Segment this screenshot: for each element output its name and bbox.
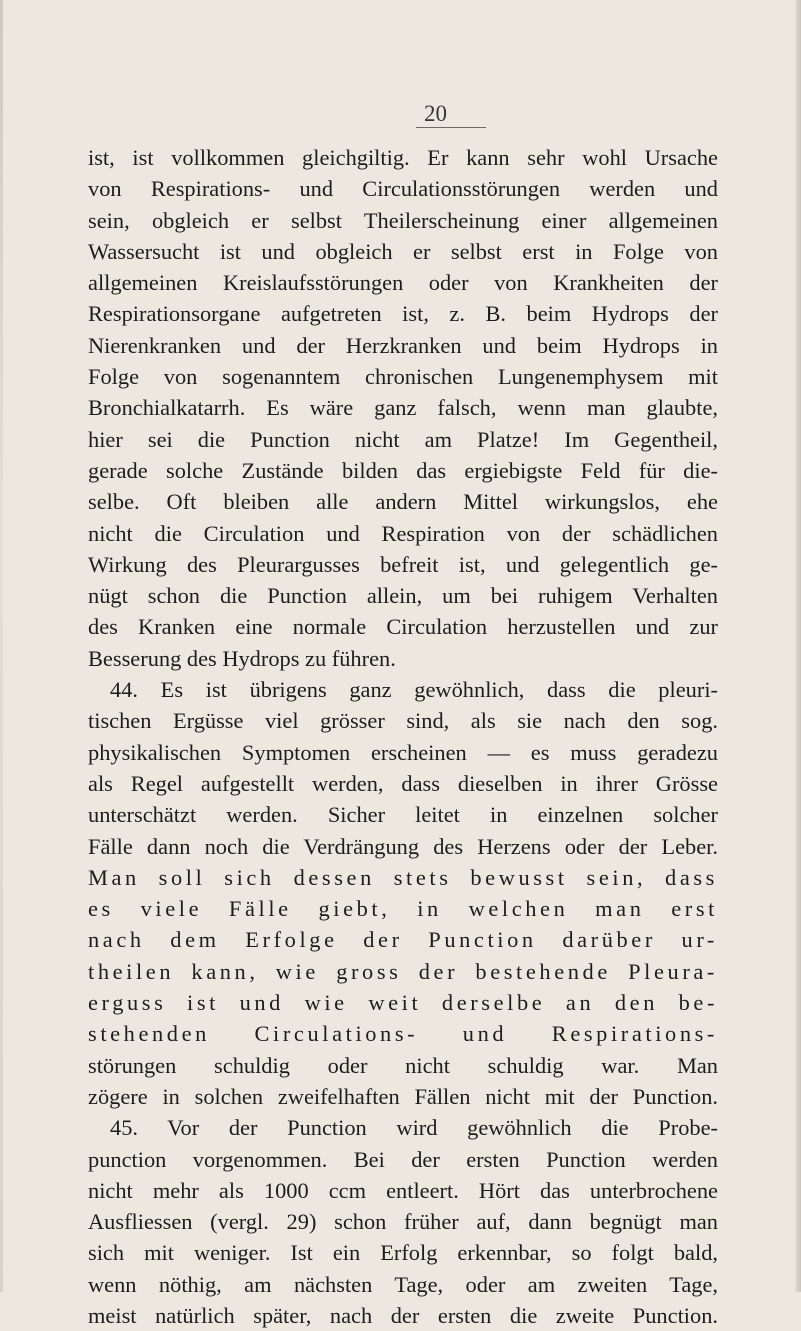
- text-line: meist natürlich später, nach der ersten die zweite Punction.: [88, 1302, 718, 1328]
- text-line: sich mit weniger. Ist ein Erfolg erkennbar, so folgt bald,: [88, 1240, 718, 1266]
- text-line: Man soll sich dessen stets bewusst sein, dass: [88, 864, 718, 890]
- page-number: 20: [424, 101, 447, 126]
- text-line: 45. Vor der Punction wird gewöhnlich die Probe-: [110, 1115, 718, 1141]
- text-line: Ausfliessen (vergl. 29) schon früher auf, dann begnügt man: [88, 1209, 718, 1235]
- text-line: nügt schon die Punction allein, um bei ruhigem Verhalten: [88, 583, 718, 609]
- text-line: Wassersucht ist und obgleich er selbst erst in Folge von: [88, 238, 718, 264]
- text-line: 44. Es ist übrigens ganz gewöhnlich, dass die pleuri-: [110, 677, 718, 703]
- text-line: theilen kann, wie gross der bestehende Pleura-: [88, 958, 718, 984]
- body-text: [88, 142, 718, 1331]
- text-line: erguss ist und wie weit derselbe an den be-: [88, 990, 718, 1016]
- text-line: Bronchialkatarrh. Es wäre ganz falsch, wenn man glaubte,: [88, 395, 718, 421]
- text-line: punction vorgenommen. Bei der ersten Punction werden: [88, 1146, 718, 1172]
- text-line: zögere in solchen zweifelhaften Fällen nicht mit der Punction.: [88, 1083, 718, 1109]
- text-line: Respirationsorgane aufgetreten ist, z. B. beim Hydrops der: [88, 301, 718, 327]
- text-line: nicht mehr als 1000 ccm entleert. Hört das unterbrochene: [88, 1177, 718, 1203]
- text-line: Wirkung des Pleurargusses befreit ist, und gelegentlich ge-: [88, 551, 718, 577]
- text-line: sein, obgleich er selbst Theilerscheinung einer allgemeinen: [88, 207, 718, 233]
- text-line: hier sei die Punction nicht am Platze! Im Gegentheil,: [88, 426, 718, 452]
- text-line: tischen Ergüsse viel grösser sind, als sie nach den sog.: [88, 708, 718, 734]
- text-line: als Regel aufgestellt werden, dass dieselben in ihrer Grösse: [88, 770, 718, 796]
- text-line: allgemeinen Kreislaufsstörungen oder von Krankheiten der: [88, 270, 718, 296]
- text-line: Fälle dann noch die Verdrängung des Herzens oder der Leber.: [88, 833, 718, 859]
- text-line: ist, ist vollkommen gleichgiltig. Er kann sehr wohl Ursache: [88, 145, 718, 170]
- page-left-edge: [0, 0, 3, 1292]
- text-line: gerade solche Zustände bilden das ergiebigste Feld für die-: [88, 457, 718, 483]
- text-line: selbe. Oft bleiben alle andern Mittel wirkungslos, ehe: [88, 489, 718, 515]
- text-line: unterschätzt werden. Sicher leitet in einzelnen solcher: [88, 802, 718, 828]
- text-line: nicht die Circulation und Respiration von der schädlichen: [88, 520, 718, 546]
- text-line: nach dem Erfolge der Punction darüber ur-: [88, 927, 718, 953]
- text-line: störungen schuldig oder nicht schuldig war. Man: [88, 1052, 718, 1078]
- text-line: physikalischen Symptomen erscheinen — es muss geradezu: [88, 739, 718, 765]
- text-line: Besserung des Hydrops zu führen.: [88, 645, 396, 671]
- page-right-edge: [795, 0, 801, 1292]
- text-line: wenn nöthig, am nächsten Tage, oder am zweiten Tage,: [88, 1271, 718, 1297]
- text-line: Folge von sogenanntem chronischen Lungenemphysem mit: [88, 364, 718, 390]
- text-line: des Kranken eine normale Circulation herzustellen und zur: [88, 614, 718, 640]
- text-line: von Respirations- und Circulationsstörungen werden und: [88, 176, 718, 202]
- text-line: Nierenkranken und der Herzkranken und beim Hydrops in: [88, 332, 718, 358]
- page-number-rule: [416, 127, 486, 128]
- text-line: stehenden Circulations- und Respirations-: [88, 1021, 718, 1047]
- text-line: es viele Fälle giebt, in welchen man erst: [88, 896, 718, 922]
